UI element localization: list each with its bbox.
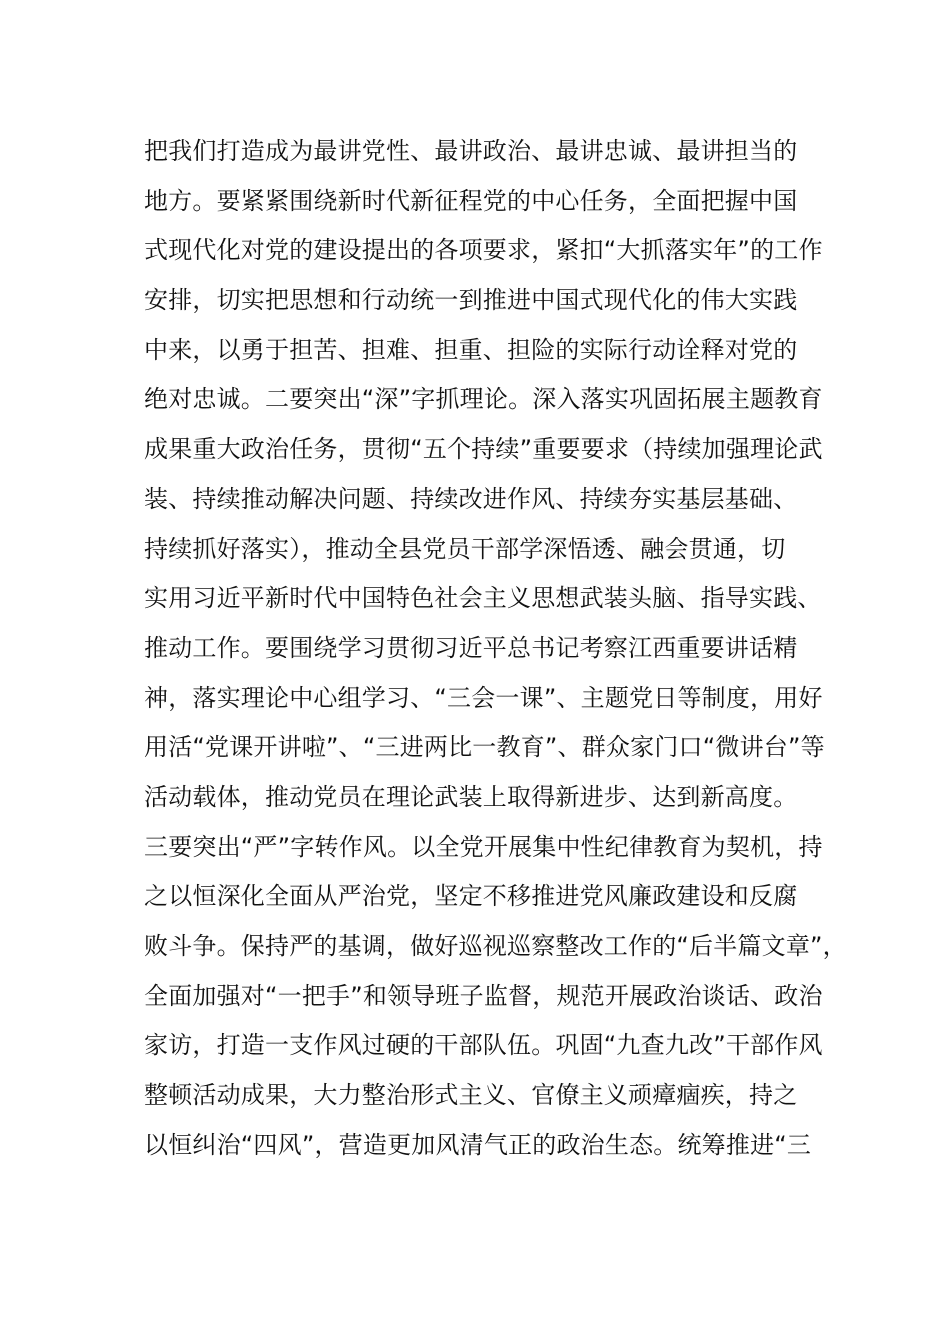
text-line: 地方。要紧紧围绕新时代新征程党的中心任务，全面把握中国 bbox=[144, 186, 798, 215]
text-line: 中来，以勇于担苦、担难、担重、担险的实际行动诠释对党的 bbox=[144, 335, 798, 364]
text-line: 实用习近平新时代中国特色社会主义思想武装头脑、指导实践、 bbox=[144, 584, 822, 613]
text-line: 家访，打造一支作风过硬的干部队伍。巩固“九查九改”干部作风 bbox=[144, 1031, 823, 1060]
body-paragraph bbox=[144, 127, 847, 1170]
text-line: 持续抓好落实），推动全县党员干部学深悟透、融会贯通，切 bbox=[144, 534, 786, 563]
text-line: 活动载体，推动党员在理论武装上取得新进步、达到新高度。 bbox=[144, 782, 798, 811]
text-line: 成果重大政治任务，贯彻“五个持续”重要要求（持续加强理论武 bbox=[144, 435, 823, 464]
text-line: 之以恒深化全面从严治党，坚定不移推进党风廉政建设和反腐 bbox=[144, 882, 798, 911]
text-line: 整顿活动成果，大力整治形式主义、官僚主义顽瘴痼疾，持之 bbox=[144, 1081, 798, 1110]
text-line: 败斗争。保持严的基调，做好巡视巡察整改工作的“后半篇文章”， bbox=[144, 932, 847, 960]
text-line: 安排，切实把思想和行动统一到推进中国式现代化的伟大实践 bbox=[144, 286, 798, 315]
text-line: 把我们打造成为最讲党性、最讲政治、最讲忠诚、最讲担当的 bbox=[144, 137, 798, 165]
text-line: 神，落实理论中心组学习、“三会一课”、主题党日等制度，用好 bbox=[144, 683, 823, 712]
text-line: 式现代化对党的建设提出的各项要求，紧扣“大抓落实年”的工作 bbox=[144, 236, 823, 265]
text-line: 装、持续推动解决问题、持续改进作风、持续夯实基层基础、 bbox=[144, 484, 798, 513]
text-line: 绝对忠诚。二要突出“深”字抓理论。深入落实巩固拓展主题教育 bbox=[144, 385, 823, 414]
text-line: 以恒纠治“四风”，营造更加风清气正的政治生态。统筹推进“三 bbox=[144, 1130, 812, 1159]
text-line: 全面加强对“一把手”和领导班子监督，规范开展政治谈话、政治 bbox=[144, 981, 823, 1010]
text-line: 三要突出“严”字转作风。以全党开展集中性纪律教育为契机，持 bbox=[144, 832, 823, 861]
text-line: 用活“党课开讲啦”、“三进两比一教育”、群众家门口“微讲台”等 bbox=[144, 733, 825, 762]
text-line: 推动工作。要围绕学习贯彻习近平总书记考察江西重要讲话精 bbox=[144, 633, 798, 662]
